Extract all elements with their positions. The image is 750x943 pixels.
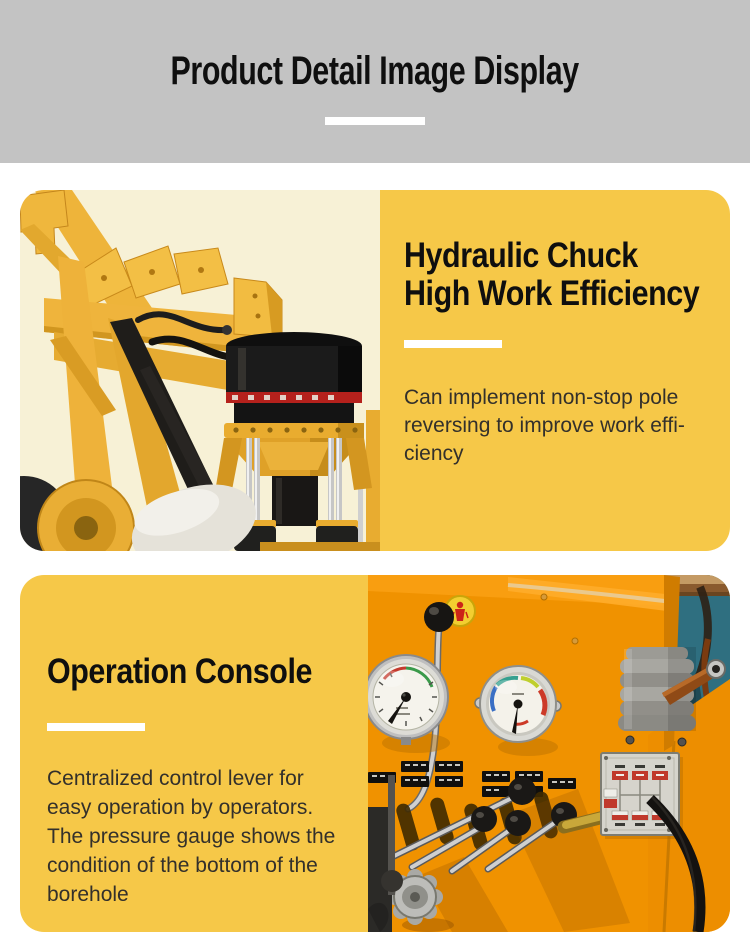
console-illustration — [368, 575, 730, 932]
section-underline — [47, 723, 145, 731]
section-title-line: Operation Console — [47, 652, 312, 691]
body-line: borehole — [47, 883, 129, 906]
operation-console-panel — [20, 575, 368, 932]
section-title-line: High Work Efficiency — [404, 274, 700, 313]
body-line: easy operation by operators. — [47, 796, 314, 819]
section-operation-console — [20, 575, 730, 932]
body-line: Can implement non-stop pole — [404, 386, 679, 409]
body-line: The pressure gauge shows the — [47, 825, 336, 848]
operation-console-photo — [368, 575, 730, 932]
page-title: Product Detail Image Display — [170, 49, 580, 93]
section-title-line: Hydraulic Chuck — [404, 236, 638, 275]
header-band — [0, 0, 750, 163]
hydraulic-chuck-panel — [380, 190, 730, 551]
section-hydraulic-chuck — [20, 190, 730, 551]
body-line: Centralized control lever for — [47, 767, 304, 790]
body-line: condition of the bottom of the — [47, 854, 318, 877]
section-underline — [404, 340, 502, 348]
section-body-text — [404, 384, 730, 468]
title-underline — [325, 117, 425, 125]
header-title-wrap — [0, 0, 750, 93]
body-line: ciency — [404, 442, 464, 465]
drill-rig-illustration — [20, 190, 380, 551]
drill-rig-hydraulic-chuck-photo — [20, 190, 380, 551]
section-body-text — [47, 764, 356, 909]
body-line: reversing to improve work effi- — [404, 414, 685, 437]
